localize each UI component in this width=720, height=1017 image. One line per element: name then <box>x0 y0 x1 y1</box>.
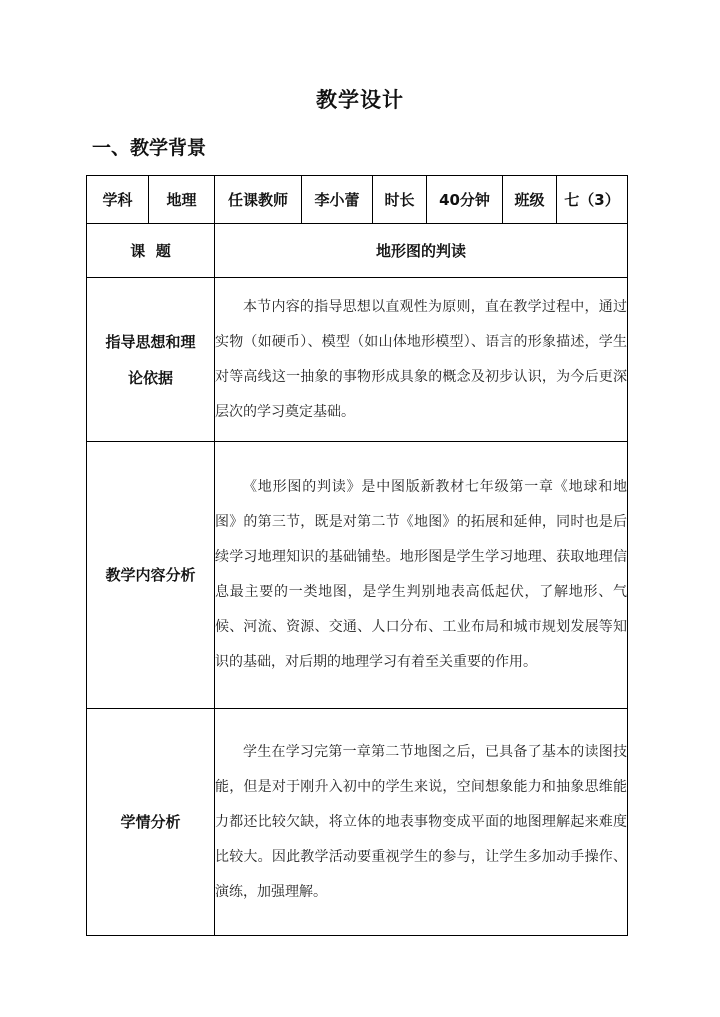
header-row <box>87 176 628 224</box>
guiding-ideas-label <box>87 278 215 442</box>
subject-value: 地理 <box>149 176 215 224</box>
class-label: 班级 <box>503 176 557 224</box>
guiding-ideas-label-line-2: 论依据 <box>127 368 173 387</box>
topic-row <box>87 224 628 278</box>
student-analysis-label-line-1: 学情分析 <box>120 813 181 831</box>
guiding-ideas-row <box>87 278 628 442</box>
duration-label: 时长 <box>373 176 427 224</box>
content-analysis-text: 《地形图的判读》是中图版新教材七年级第一章《地球和地图》的第三节，既是对第二节《地图》的拓展和延伸，同时也是后续学习地理知识的基础铺垫。地形图是学生学习地理、获取地理信息最主要的一类地图，是学生判别地表高低起伏，了解地形、气候、河流、资源、交通、人口分布、工业布局和城市规划发展等知识的基础，对后期的地理学习有着至关重要的作用。 <box>215 442 628 709</box>
content-analysis-row <box>87 442 628 709</box>
content-analysis-label-line-1: 教学内容分析 <box>105 566 196 584</box>
topic-label: 课 题 <box>87 224 215 278</box>
section-heading: 一、教学背景 <box>92 137 207 159</box>
guiding-ideas-text: 本节内容的指导思想以直观性为原则，直在教学过程中，通过实物（如硬币）、模型（如山体地形模型）、语言的形象描述，学生对等高线这一抽象的事物形成具象的概念及初步认识，为今后更深层次的学习奠定基础。 <box>215 278 628 442</box>
topic-value: 地形图的判读 <box>215 224 628 278</box>
guiding-ideas-label-line-1: 指导思想和理 <box>105 332 196 351</box>
student-analysis-text: 学生在学习完第一章第二节地图之后，已具备了基本的读图技能，但是对于刚升入初中的学生来说，空间想象能力和抽象思维能力都还比较欠缺，将立体的地表事物变成平面的地图理解起来难度比较大。因此教学活动要重视学生的参与，让学生多加动手操作、演练，加强理解。 <box>215 709 628 936</box>
subject-label: 学科 <box>87 176 149 224</box>
teacher-value: 李小蕾 <box>302 176 373 224</box>
teaching-background-table <box>86 175 628 936</box>
content-analysis-label <box>87 442 215 709</box>
student-analysis-row <box>87 709 628 936</box>
document-title: 教学设计 <box>316 88 404 112</box>
class-value: 七（3） <box>557 176 628 224</box>
duration-value: 40分钟 <box>427 176 503 224</box>
student-analysis-label <box>87 709 215 936</box>
teacher-label: 任课教师 <box>215 176 302 224</box>
